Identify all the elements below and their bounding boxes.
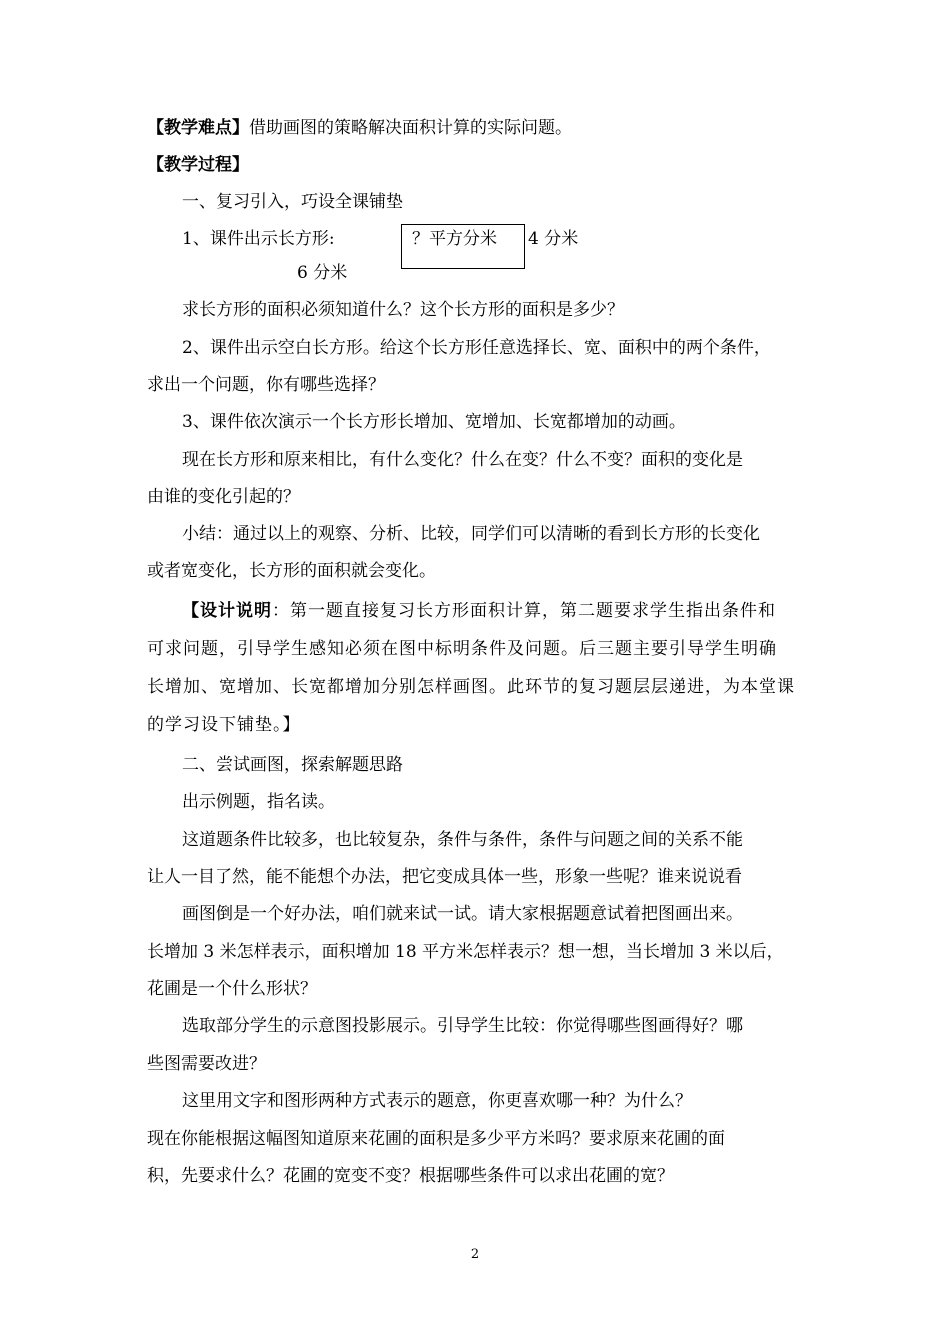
section2-title: 二、尝试画图，探索解题思路 bbox=[182, 755, 403, 775]
design-note-line4: 的学习设下铺垫。】 bbox=[147, 715, 301, 735]
item3: 3、课件依次演示一个长方形长增加、宽增加、长宽都增加的动画。 bbox=[182, 412, 686, 432]
difficulty-label: 【教学难点】 bbox=[147, 118, 249, 138]
complex-line1: 这道题条件比较多，也比较复杂，条件与条件，条件与问题之间的关系不能 bbox=[182, 830, 743, 850]
draw-line3: 花圃是一个什么形状？ bbox=[147, 979, 317, 999]
difficulty-text: 借助画图的策略解决面积计算的实际问题。 bbox=[249, 118, 572, 138]
example-line: 出示例题，指名读。 bbox=[182, 792, 335, 812]
select-line2: 些图需要改进？ bbox=[147, 1054, 266, 1074]
rectangle-width-label: 4 分米 bbox=[528, 229, 579, 249]
design-note-text1: ：第一题直接复习长方形面积计算，第二题要求学生指出条件和 bbox=[272, 601, 776, 621]
prefer-line: 这里用文字和图形两种方式表示的题意，你更喜欢哪一种？为什么？ bbox=[182, 1091, 692, 1111]
change-line1: 现在长方形和原来相比，有什么变化？什么在变？什么不变？面积的变化是 bbox=[182, 450, 743, 470]
summary-line1: 小结：通过以上的观察、分析、比较，同学们可以清晰的看到长方形的长变化 bbox=[182, 524, 760, 544]
design-note-line1 bbox=[182, 599, 776, 623]
design-note-line2: 可求问题，引导学生感知必须在图中标明条件及问题。后三题主要引导学生明确 bbox=[147, 639, 777, 659]
difficulty-line bbox=[147, 116, 572, 140]
page-number: 2 bbox=[470, 1247, 480, 1262]
complex-line2: 让人一目了然，能不能想个办法，把它变成具体一些，形象一些呢？谁来说说看 bbox=[147, 867, 742, 887]
draw-line1: 画图倒是一个好办法，咱们就来试一试。请大家根据题意试着把图画出来。 bbox=[182, 904, 743, 924]
process-heading: 【教学过程】 bbox=[147, 155, 249, 175]
rectangle-length-label: 6 分米 bbox=[297, 263, 348, 283]
select-line1: 选取部分学生的示意图投影展示。引导学生比较：你觉得哪些图画得好？哪 bbox=[182, 1016, 743, 1036]
summary-line2: 或者宽变化，长方形的面积就会变化。 bbox=[147, 561, 436, 581]
item1-text: 1、课件出示长方形: bbox=[182, 229, 335, 249]
now-line1: 现在你能根据这幅图知道原来花圃的面积是多少平方米吗？要求原来花圃的面 bbox=[147, 1129, 725, 1149]
now-line2: 积，先要求什么？花圃的宽变不变？根据哪些条件可以求出花圃的宽？ bbox=[147, 1166, 674, 1186]
draw-line2: 长增加 3 米怎样表示，面积增加 18 平方米怎样表示？想一想，当长增加 3 米以后， bbox=[147, 942, 784, 962]
question-1: 求长方形的面积必须知道什么？这个长方形的面积是多少？ bbox=[182, 300, 624, 320]
design-note-label: 【设计说明 bbox=[182, 601, 272, 621]
rectangle-area-label: ？平方分米 bbox=[412, 229, 497, 249]
design-note-line3: 长增加、宽增加、长宽都增加分别怎样画图。此环节的复习题层层递进，为本堂课 bbox=[147, 677, 795, 697]
item2-line1: 2、课件出示空白长方形。给这个长方形任意选择长、宽、面积中的两个条件， bbox=[182, 338, 771, 358]
section1-title: 一、复习引入，巧设全课铺垫 bbox=[182, 192, 403, 212]
change-line2: 由谁的变化引起的？ bbox=[147, 487, 300, 507]
item2-line2: 求出一个问题，你有哪些选择？ bbox=[147, 375, 385, 395]
